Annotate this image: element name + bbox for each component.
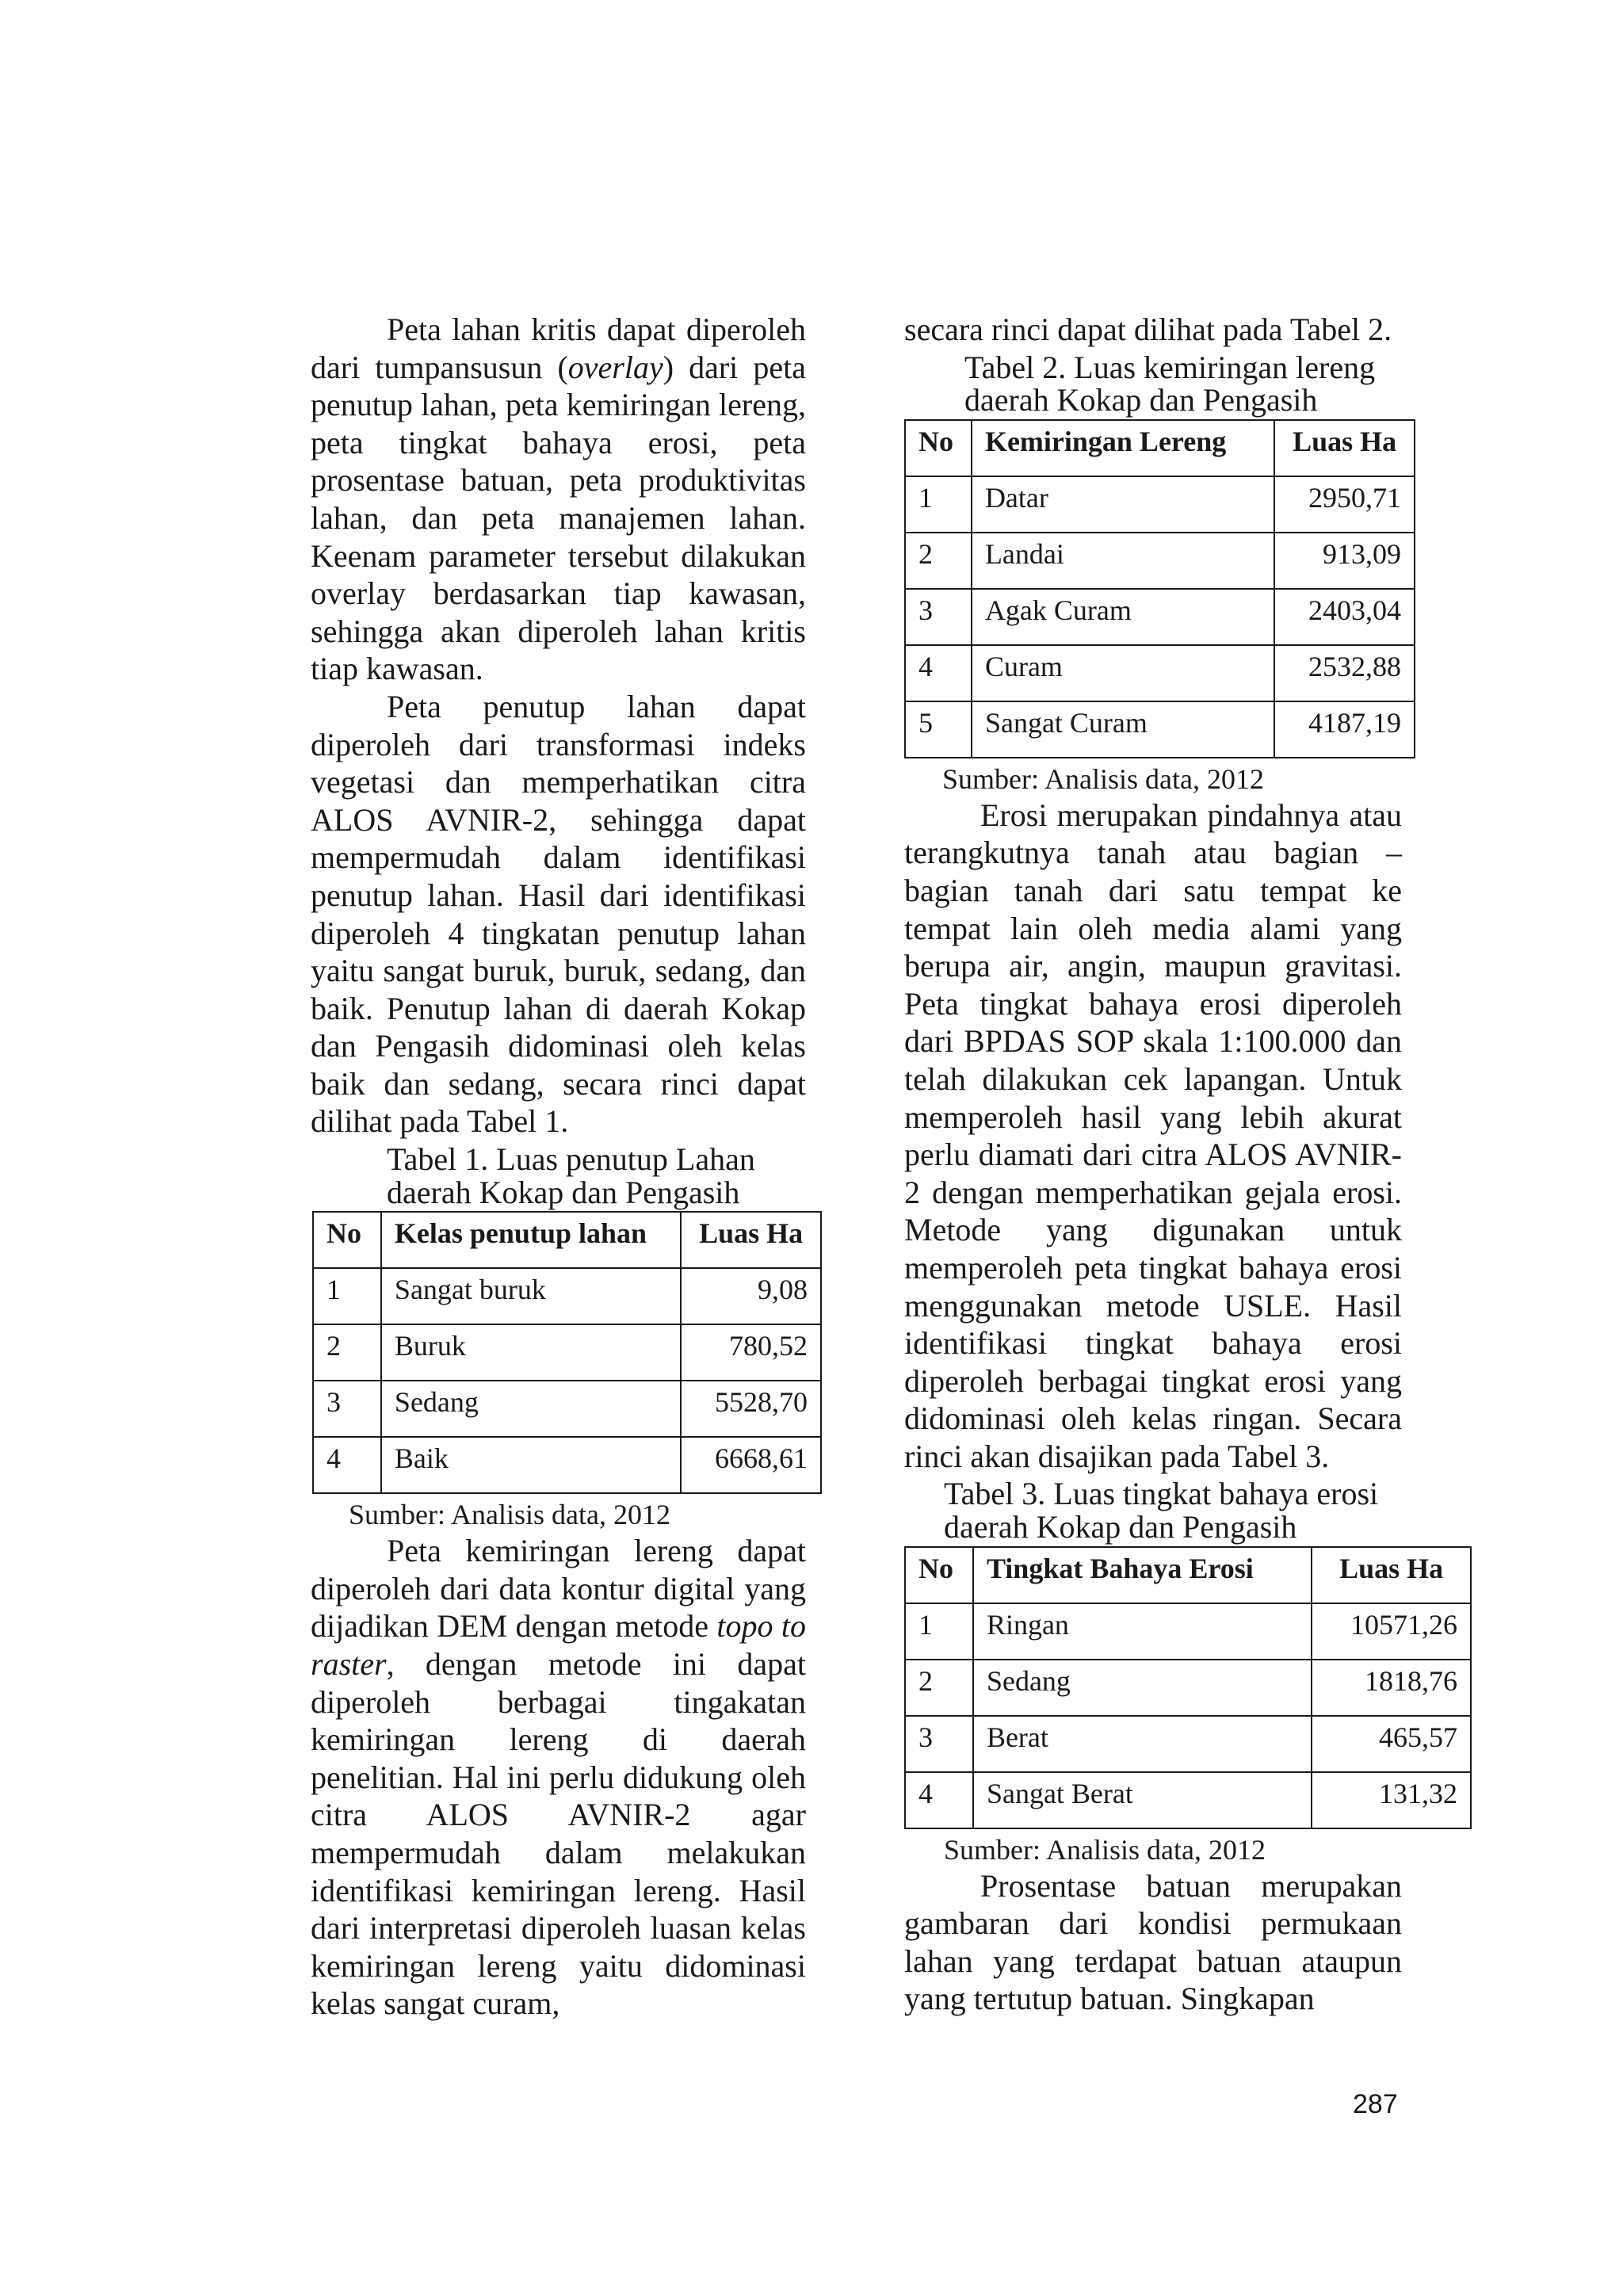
table-cell: 2950,71 bbox=[1274, 476, 1415, 533]
table-cell: Sangat Curam bbox=[972, 701, 1274, 758]
table-row bbox=[313, 1381, 821, 1437]
table-cell: 5528,70 bbox=[681, 1381, 821, 1437]
table-cell: 2 bbox=[905, 533, 972, 589]
table-header-row bbox=[313, 1212, 821, 1268]
table-cell: Sangat buruk bbox=[381, 1268, 681, 1324]
paragraph-rock-percentage: Prosentase batuan merupakan gambaran dari kondisi permukaan lahan yang terdapat batuan ataupun yang tertutup batuan. Singkapan bbox=[904, 1867, 1402, 2017]
table-cell: Ringan bbox=[973, 1603, 1312, 1660]
table-cell: Berat bbox=[973, 1716, 1312, 1772]
table-header-row bbox=[905, 1547, 1471, 1603]
paragraph-land-cover: Peta penutup lahan dapat diperoleh dari transformasi indeks vegetasi dan memperhatikan citra ALOS AVNIR-2, sehingga dapat mempermudah dalam identifikasi penutup lahan. Hasil dari identifikasi diperoleh 4 tingkatan penutup lahan yaitu sangat buruk, buruk, sedang, dan baik. Penutup lahan di daerah Kokap dan Pengasih didominasi oleh kelas baik dan sedang, secara rinci dapat dilihat pada Tabel 1. bbox=[311, 688, 806, 1140]
table-cell: Sedang bbox=[973, 1660, 1312, 1716]
table-cell: 3 bbox=[905, 589, 972, 645]
table-row bbox=[905, 1772, 1471, 1828]
table2-block bbox=[904, 349, 1402, 797]
table-cell: 1818,76 bbox=[1312, 1660, 1471, 1716]
table-cell: 1 bbox=[905, 476, 972, 533]
paragraph-slope-continued: secara rinci dapat dilihat pada Tabel 2. bbox=[904, 311, 1392, 347]
table-cell: Sedang bbox=[381, 1381, 681, 1437]
table-row bbox=[905, 1660, 1471, 1716]
table3-source: Sumber: Analisis data, 2012 bbox=[944, 1833, 1266, 1866]
table-row bbox=[313, 1437, 821, 1493]
table-cell: 913,09 bbox=[1274, 533, 1415, 589]
table-cell: 5 bbox=[905, 701, 972, 758]
table-row bbox=[313, 1268, 821, 1324]
table-header-cell: Luas Ha bbox=[1312, 1547, 1471, 1603]
table-header-cell: Kemiringan Lereng bbox=[972, 420, 1274, 476]
table-row bbox=[905, 476, 1415, 533]
table-cell: 2 bbox=[313, 1324, 381, 1381]
page-number: 287 bbox=[1353, 2089, 1398, 2119]
table-cell: Baik bbox=[381, 1437, 681, 1493]
table-cell: 1 bbox=[905, 1603, 973, 1660]
table-cell: Sangat Berat bbox=[973, 1772, 1312, 1828]
table2-caption-line1: Tabel 2. Luas kemiringan lereng bbox=[964, 349, 1376, 385]
table-header-cell: Luas Ha bbox=[1274, 420, 1415, 476]
table2-caption-line2: daerah Kokap dan Pengasih bbox=[964, 382, 1318, 418]
table1-caption-line2: daerah Kokap dan Pengasih bbox=[387, 1174, 740, 1210]
table-cell: Datar bbox=[972, 476, 1274, 533]
paragraph-slope-map: Peta kemiringan lereng dapat diperoleh dari data kontur digital yang dijadikan DEM dengan metode topo to raster, dengan metode ini dapat diperoleh berbagai tingakatan kemiringan lereng di daerah penelitian. Hal ini perlu didukung oleh citra ALOS AVNIR-2 agar mempermudah dalam melakukan identifikasi kemiringan lereng. Hasil dari interpretasi diperoleh luasan kelas kemiringan lereng yaitu didominasi kelas sangat curam, bbox=[311, 1533, 806, 2022]
table-header-cell: Tingkat Bahaya Erosi bbox=[973, 1547, 1312, 1603]
table-cell: 465,57 bbox=[1312, 1716, 1471, 1772]
table-cell: 3 bbox=[313, 1381, 381, 1437]
table-header-cell: No bbox=[313, 1212, 381, 1268]
table-cell: Agak Curam bbox=[972, 589, 1274, 645]
table-header-cell: No bbox=[905, 1547, 973, 1603]
table3-block bbox=[904, 1475, 1457, 1866]
table-cell: 10571,26 bbox=[1312, 1603, 1471, 1660]
table-row bbox=[905, 1716, 1471, 1772]
table-cell: 4 bbox=[313, 1437, 381, 1493]
table3-erosion-hazard bbox=[904, 1546, 1472, 1829]
table2-slope bbox=[904, 419, 1415, 758]
table-cell: 6668,61 bbox=[681, 1437, 821, 1493]
table-cell: 2403,04 bbox=[1274, 589, 1415, 645]
table1-source: Sumber: Analisis data, 2012 bbox=[349, 1499, 670, 1531]
table-cell: Buruk bbox=[381, 1324, 681, 1381]
left-column bbox=[311, 311, 806, 2023]
table-cell: Curam bbox=[972, 645, 1274, 701]
table-cell: 131,32 bbox=[1312, 1772, 1471, 1828]
table-cell: 2532,88 bbox=[1274, 645, 1415, 701]
table3-caption-line1: Tabel 3. Luas tingkat bahaya erosi bbox=[944, 1476, 1379, 1512]
table-row bbox=[905, 645, 1415, 701]
table1-block bbox=[311, 1140, 806, 1532]
right-column bbox=[904, 311, 1457, 2018]
table-row bbox=[313, 1324, 821, 1381]
table3-caption-line2: daerah Kokap dan Pengasih bbox=[944, 1509, 1297, 1545]
table-row bbox=[905, 1603, 1471, 1660]
paragraph-erosion: Erosi merupakan pindahnya atau terangkutnya tanah atau bagian – bagian tanah dari satu tempat ke tempat lain oleh media alami yang berupa air, angin, maupun gravitasi. Peta tingkat bahaya erosi diperoleh dari BPDAS SOP skala 1:100.000 dan telah dilakukan cek lapangan. Untuk memperoleh hasil yang lebih akurat perlu diamati dari citra ALOS AVNIR-2 dengan memperhatikan gejala erosi. Metode yang digunakan untuk memperoleh peta tingkat bahaya erosi menggunakan metode USLE. Hasil identifikasi tingkat bahaya erosi diperoleh berbagai tingkat erosi yang didominasi oleh kelas ringan. Secara rinci akan disajikan pada Tabel 3. bbox=[904, 797, 1402, 1474]
table-header-cell: No bbox=[905, 420, 972, 476]
table1-caption-line1: Tabel 1. Luas penutup Lahan bbox=[387, 1141, 755, 1178]
table-cell: Landai bbox=[972, 533, 1274, 589]
table-cell: 1 bbox=[313, 1268, 381, 1324]
table-cell: 4 bbox=[905, 645, 972, 701]
table-cell: 4187,19 bbox=[1274, 701, 1415, 758]
table-cell: 2 bbox=[905, 1660, 973, 1716]
table-row bbox=[905, 701, 1415, 758]
table-header-cell: Luas Ha bbox=[681, 1212, 821, 1268]
paragraph-critical-land-map: Peta lahan kritis dapat diperoleh dari tumpansusun (overlay) dari peta penutup lahan, peta kemiringan lereng, peta tingkat bahaya erosi, peta prosentase batuan, peta produktivitas lahan, dan peta manajemen lahan. Keenam parameter tersebut dilakukan overlay berdasarkan tiap kawasan, sehingga akan diperoleh lahan kritis tiap kawasan. bbox=[311, 311, 806, 687]
table-header-cell: Kelas penutup lahan bbox=[381, 1212, 681, 1268]
table-row bbox=[905, 533, 1415, 589]
table-cell: 9,08 bbox=[681, 1268, 821, 1324]
table-row bbox=[905, 589, 1415, 645]
table-cell: 780,52 bbox=[681, 1324, 821, 1381]
table1-land-cover bbox=[312, 1211, 822, 1494]
table2-source: Sumber: Analisis data, 2012 bbox=[942, 762, 1264, 795]
table-header-row bbox=[905, 420, 1415, 476]
table-cell: 3 bbox=[905, 1716, 973, 1772]
table-cell: 4 bbox=[905, 1772, 973, 1828]
